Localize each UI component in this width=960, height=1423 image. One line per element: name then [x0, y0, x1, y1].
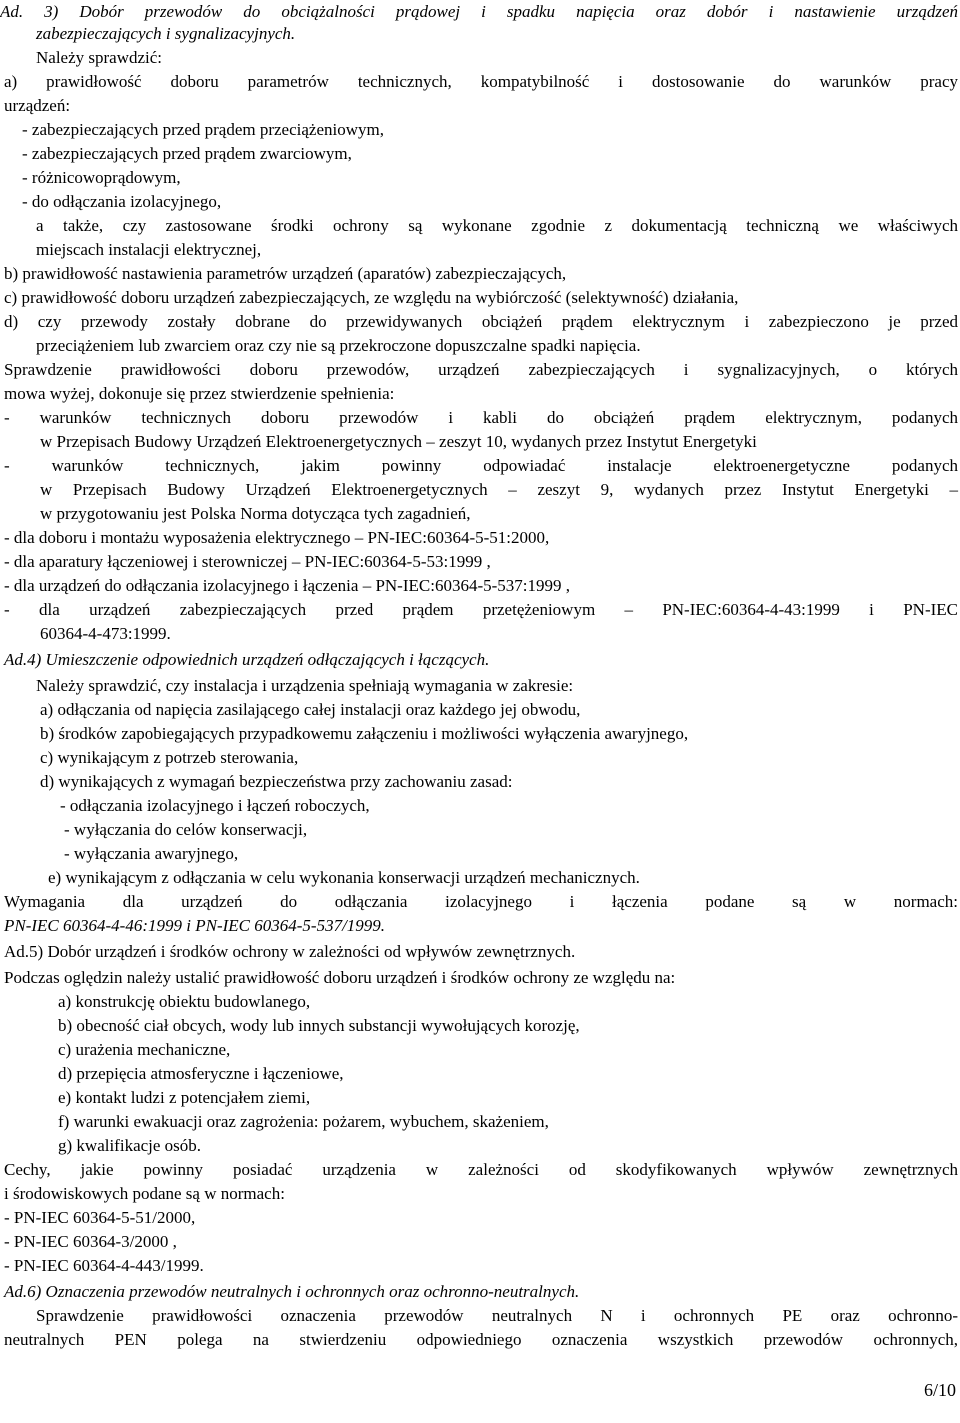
text-line: w Przepisach Budowy Urządzeń Elektroenergetycznych – zeszyt 10, wydanych przez Instytut Energetyki [40, 432, 757, 451]
text-line: d) czy przewody zostały dobrane do przewidywanych obciążeń prądem elektrycznym i zabezpieczono je przed [4, 312, 958, 331]
text-line: e) kontakt ludzi z potencjałem ziemi, [58, 1088, 311, 1107]
text-line: - wyłączania do celów konserwacji, [64, 820, 308, 839]
text-line: - PN-IEC 60364-4-443/1999. [4, 1256, 204, 1275]
text-line: Cechy, jakie powinny posiadać urządzenia w zależności od skodyfikowanych wpływów zewnętrznych [4, 1160, 958, 1179]
text-line: d) wynikających z wymagań bezpieczeństwa przy zachowaniu zasad: [40, 772, 513, 791]
text-line: miejscach instalacji elektrycznej, [36, 240, 262, 259]
text-line: w przygotowaniu jest Polska Norma dotycząca tych zagadnień, [40, 504, 471, 523]
text-line: b) prawidłowość nastawienia parametrów urządzeń (aparatów) zabezpieczających, [4, 264, 567, 283]
text-line: neutralnych PEN polega na stwierdzeniu odpowiedniego oznaczenia wszystkich przewodów ochronnych, [4, 1330, 958, 1349]
text-line: 60364-4-473:1999. [40, 624, 171, 643]
text-line: a) odłączania od napięcia zasilającego całej instalacji oraz każdego jej obwodu, [40, 700, 581, 719]
text-line: - warunków technicznych, jakim powinny odpowiadać instalacje elektroenergetyczne podanych [4, 456, 958, 475]
text-line: - różnicowoprądowym, [22, 168, 181, 187]
text-line: Należy sprawdzić: [36, 48, 163, 67]
text-line: - warunków technicznych doboru przewodów i kabli do obciążeń prądem elektrycznym, podanych [4, 408, 958, 427]
text-line: a także, czy zastosowane środki ochrony są wykonane zgodnie z dokumentacją techniczną we właściwych [36, 216, 958, 235]
text-line: w Przepisach Budowy Urządzeń Elektroenergetycznych – zeszyt 9, wydanych przez Instytut Energetyki – [40, 480, 958, 499]
text-line: urządzeń: [4, 96, 71, 115]
text-line: - PN-IEC 60364-5-51/2000, [4, 1208, 196, 1227]
text-line: - dla aparatury łączeniowej i sterowniczej – PN-IEC:60364-5-53:1999 , [4, 552, 491, 571]
text-line: Ad.5) Dobór urządzeń i środków ochrony w zależności od wpływów zewnętrznych. [4, 942, 576, 961]
text-line: PN-IEC 60364-4-46:1999 i PN-IEC 60364-5-537/1999. [4, 916, 386, 935]
text-line: mowa wyżej, dokonuje się przez stwierdzenie spełnienia: [4, 384, 395, 403]
text-line: - dla doboru i montażu wyposażenia elektrycznego – PN-IEC:60364-5-51:2000, [4, 528, 550, 547]
text-line: zabezpieczających i sygnalizacyjnych. [36, 24, 296, 43]
text-line: c) wynikającym z potrzeb sterowania, [40, 748, 299, 767]
text-line: e) wynikającym z odłączania w celu wykonania konserwacji urządzeń mechanicznych. [48, 868, 640, 887]
text-line: f) warunki ewakuacji oraz zagrożenia: pożarem, wybuchem, skażeniem, [58, 1112, 549, 1131]
text-line: - dla urządzeń zabezpieczających przed prądem przetężeniowym – PN-IEC:60364-4-43:1999 i PN-IEC [4, 600, 958, 619]
text-line: c) urażenia mechaniczne, [58, 1040, 231, 1059]
text-line: Podczas oględzin należy ustalić prawidłowość doboru urządzeń i środków ochrony ze względu na: [4, 968, 676, 987]
text-line: d) przepięcia atmosferyczne i łączeniowe, [58, 1064, 344, 1083]
text-line: a) konstrukcję obiektu budowlanego, [58, 992, 311, 1011]
text-line: Należy sprawdzić, czy instalacja i urządzenia spełniają wymagania w zakresie: [36, 676, 574, 695]
text-line: przeciążeniem lub zwarciem oraz czy nie są przekroczone dopuszczalne spadki napięcia. [36, 336, 641, 355]
text-line: - do odłączania izolacyjnego, [22, 192, 222, 211]
text-line: b) środków zapobiegających przypadkowemu załączeniu i możliwości wyłączenia awaryjnego, [40, 724, 689, 743]
text-line: g) kwalifikacje osób. [58, 1136, 202, 1155]
text-line: c) prawidłowość doboru urządzeń zabezpieczających, ze względu na wybiórczość (selektywność) działania, [4, 288, 739, 307]
text-line: Ad.4) Umieszczenie odpowiednich urządzeń odłączających i łączących. [4, 650, 490, 669]
text-line: Sprawdzenie prawidłowości doboru przewodów, urządzeń zabezpieczających i sygnalizacyjnych, o których [4, 360, 958, 379]
text-line: Ad. 3) Dobór przewodów do obciążalności prądowej i spadku napięcia oraz dobór i nastawienie urządzeń [0, 2, 958, 21]
text-line: - wyłączania awaryjnego, [64, 844, 239, 863]
text-line: Sprawdzenie prawidłowości oznaczenia przewodów neutralnych N i ochronnych PE oraz ochronno- [36, 1306, 958, 1325]
text-line: - odłączania izolacyjnego i łączeń roboczych, [60, 796, 370, 815]
text-line: a) prawidłowość doboru parametrów technicznych, kompatybilność i dostosowanie do warunków pracy [4, 72, 958, 91]
text-line: - zabezpieczających przed prądem zwarciowym, [22, 144, 352, 163]
text-line: - dla urządzeń do odłączania izolacyjnego i łączenia – PN-IEC:60364-5-537:1999 , [4, 576, 570, 595]
text-line: i środowiskowych podane są w normach: [4, 1184, 285, 1203]
text-line: - zabezpieczających przed prądem przeciążeniowym, [22, 120, 384, 139]
text-line: b) obecność ciał obcych, wody lub innych substancji wywołujących korozję, [58, 1016, 580, 1035]
text-line: Wymagania dla urządzeń do odłączania izolacyjnego i łączenia podane są w normach: [4, 892, 958, 911]
text-line: - PN-IEC 60364-3/2000 , [4, 1232, 177, 1251]
page-number: 6/10 [923, 1380, 956, 1400]
text-line: Ad.6) Oznaczenia przewodów neutralnych i ochronnych oraz ochronno-neutralnych. [4, 1282, 580, 1301]
